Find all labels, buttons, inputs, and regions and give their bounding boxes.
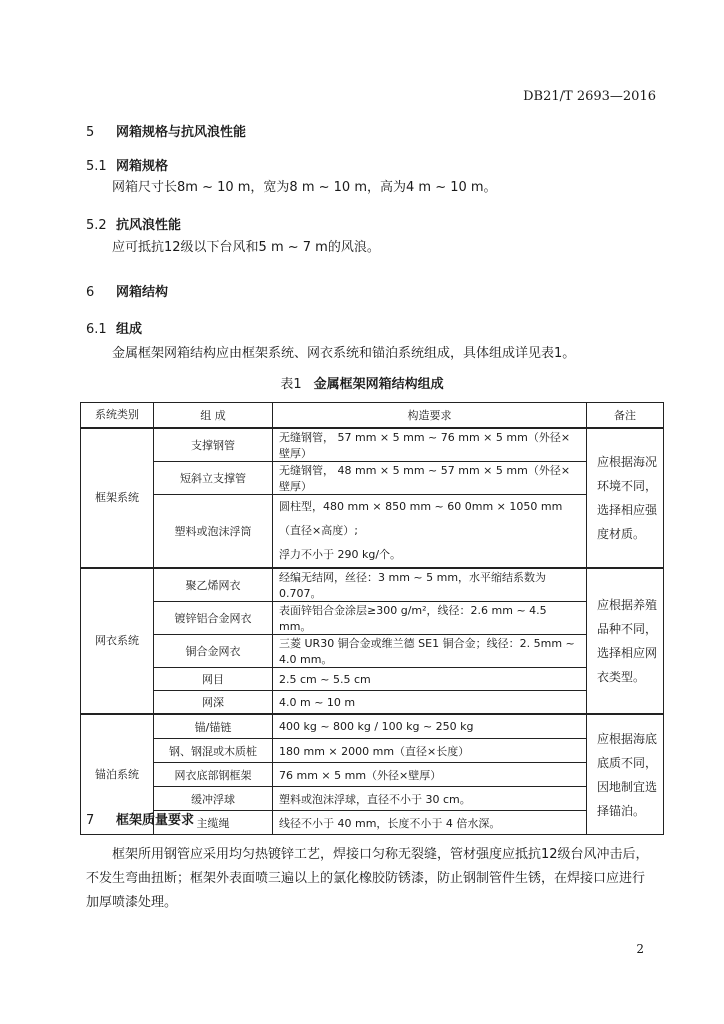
table-caption-title: 金属框架网箱结构组成 <box>313 377 444 392</box>
structure-table <box>80 402 664 835</box>
requirement-line: 圆柱型，480 mm × 850 mm ~ 60 0mm × 1050 mm （直径×高度）; <box>279 500 563 537</box>
category-cell: 网衣系统 <box>81 568 154 714</box>
component-cell: 镀锌铝合金网衣 <box>154 602 273 635</box>
component-cell: 支撑钢管 <box>154 428 273 462</box>
section-number: 6.1 <box>86 322 107 337</box>
table-row <box>81 568 664 602</box>
component-cell: 塑料或泡沫浮筒 <box>154 495 273 569</box>
header-requirement: 构造要求 <box>273 403 587 429</box>
requirement-cell: 400 kg ~ 800 kg / 100 kg ~ 250 kg <box>273 714 587 739</box>
table-header-row <box>81 403 664 429</box>
section-title: 抗风浪性能 <box>116 218 182 233</box>
component-cell: 网深 <box>154 691 273 715</box>
table-row <box>81 635 664 668</box>
component-cell: 聚乙烯网衣 <box>154 568 273 602</box>
component-cell: 短斜立支撑管 <box>154 462 273 495</box>
section-number: 5.1 <box>86 159 107 174</box>
requirement-cell: 表面锌铝合金涂层≥300 g/m²，线径：2.6 mm ~ 4.5 mm。 <box>273 602 587 635</box>
header-component: 组 成 <box>154 403 273 429</box>
component-cell: 主缆绳 <box>154 811 273 835</box>
requirement-cell: 4.0 m ~ 10 m <box>273 691 587 715</box>
requirement-cell: 2.5 cm ~ 5.5 cm <box>273 668 587 691</box>
frame-system-group <box>81 428 664 568</box>
table-row <box>81 739 664 763</box>
table-caption <box>0 373 724 392</box>
section-7-heading <box>86 809 194 828</box>
section-title: 组成 <box>116 322 143 337</box>
note-cell: 应根据养殖品种不同，选择相应网衣类型。 <box>587 568 664 714</box>
table-row <box>81 462 664 495</box>
section-5-2-text: 应可抵抗12级以下台风和5 m ~ 7 m的风浪。 <box>112 240 380 255</box>
section-5-heading <box>86 121 246 140</box>
table-row <box>81 691 664 715</box>
requirement-line: 浮力不小于 290 kg/个。 <box>279 548 402 561</box>
net-system-group <box>81 568 664 714</box>
section-title: 框架质量要求 <box>116 813 195 828</box>
section-6-1-text: 金属框架网箱结构应由框架系统、网衣系统和锚泊系统组成，具体组成详见表1。 <box>112 346 576 361</box>
requirement-cell: 经编无结网，丝径：3 mm ~ 5 mm，水平缩结系数为 0.707。 <box>273 568 587 602</box>
requirement-cell: 塑料或泡沫浮球，直径不小于 30 cm。 <box>273 787 587 811</box>
component-cell: 网衣底部钢框架 <box>154 763 273 787</box>
requirement-cell: 无缝钢管， 48 mm × 5 mm ~ 57 mm × 5 mm（外径×壁厚） <box>273 462 587 495</box>
note-cell: 应根据海况环境不同，选择相应强度材质。 <box>587 428 664 568</box>
section-number: 5 <box>86 125 95 140</box>
requirement-cell: 无缝钢管， 57 mm × 5 mm ~ 76 mm × 5 mm（外径×壁厚） <box>273 428 587 462</box>
section-number: 7 <box>86 813 95 828</box>
category-cell: 框架系统 <box>81 428 154 568</box>
standard-code: DB21/T 2693—2016 <box>523 89 656 104</box>
section-7-text: 框架所用钢管应采用均匀热镀锌工艺，焊接口匀称无裂缝，管材强度应抵抗12级台风冲击后，不发生弯曲扭断；框架外表面喷三遍以上的氯化橡胶防锈漆，防止钢制管件生锈，在焊接口应进行加厚喷漆处理。 <box>86 847 649 910</box>
section-6-heading <box>86 281 168 300</box>
component-cell: 锚/锚链 <box>154 714 273 739</box>
component-cell: 铜合金网衣 <box>154 635 273 668</box>
section-title: 网箱规格 <box>116 159 169 174</box>
component-cell: 钢、钢混或木质桩 <box>154 739 273 763</box>
page-number: 2 <box>636 942 644 956</box>
component-cell: 网目 <box>154 668 273 691</box>
section-5-1-heading <box>86 155 168 174</box>
section-5-1-text: 网箱尺寸长8m ~ 10 m，宽为8 m ~ 10 m，高为4 m ~ 10 m。 <box>112 180 497 195</box>
requirement-cell: 180 mm × 2000 mm（直径×长度） <box>273 739 587 763</box>
table-row <box>81 602 664 635</box>
header-note: 备注 <box>587 403 664 429</box>
header-category: 系统类别 <box>81 403 154 429</box>
requirement-cell <box>273 495 587 569</box>
requirement-cell: 线径不小于 40 mm，长度不小于 4 倍水深。 <box>273 811 587 835</box>
section-title: 网箱规格与抗风浪性能 <box>116 125 247 140</box>
requirement-cell: 76 mm × 5 mm（外径×壁厚） <box>273 763 587 787</box>
section-5-2-heading <box>86 214 181 233</box>
section-number: 5.2 <box>86 218 107 233</box>
table-row <box>81 763 664 787</box>
requirement-cell: 三菱 UR30 铜合金或维兰德 SE1 铜合金；线径：2. 5mm ~ 4.0 mm。 <box>273 635 587 668</box>
table-row <box>81 668 664 691</box>
section-title: 网箱结构 <box>116 285 169 300</box>
table-caption-number: 表1 <box>280 377 302 392</box>
component-cell: 缓冲浮球 <box>154 787 273 811</box>
table-row <box>81 787 664 811</box>
table-row <box>81 428 664 462</box>
section-6-1-heading <box>86 318 142 337</box>
note-cell: 应根据海底底质不同，因地制宜选择锚泊。 <box>587 714 664 835</box>
table-row <box>81 714 664 739</box>
category-cell: 锚泊系统 <box>81 714 154 835</box>
section-number: 6 <box>86 285 95 300</box>
table-row <box>81 495 664 569</box>
